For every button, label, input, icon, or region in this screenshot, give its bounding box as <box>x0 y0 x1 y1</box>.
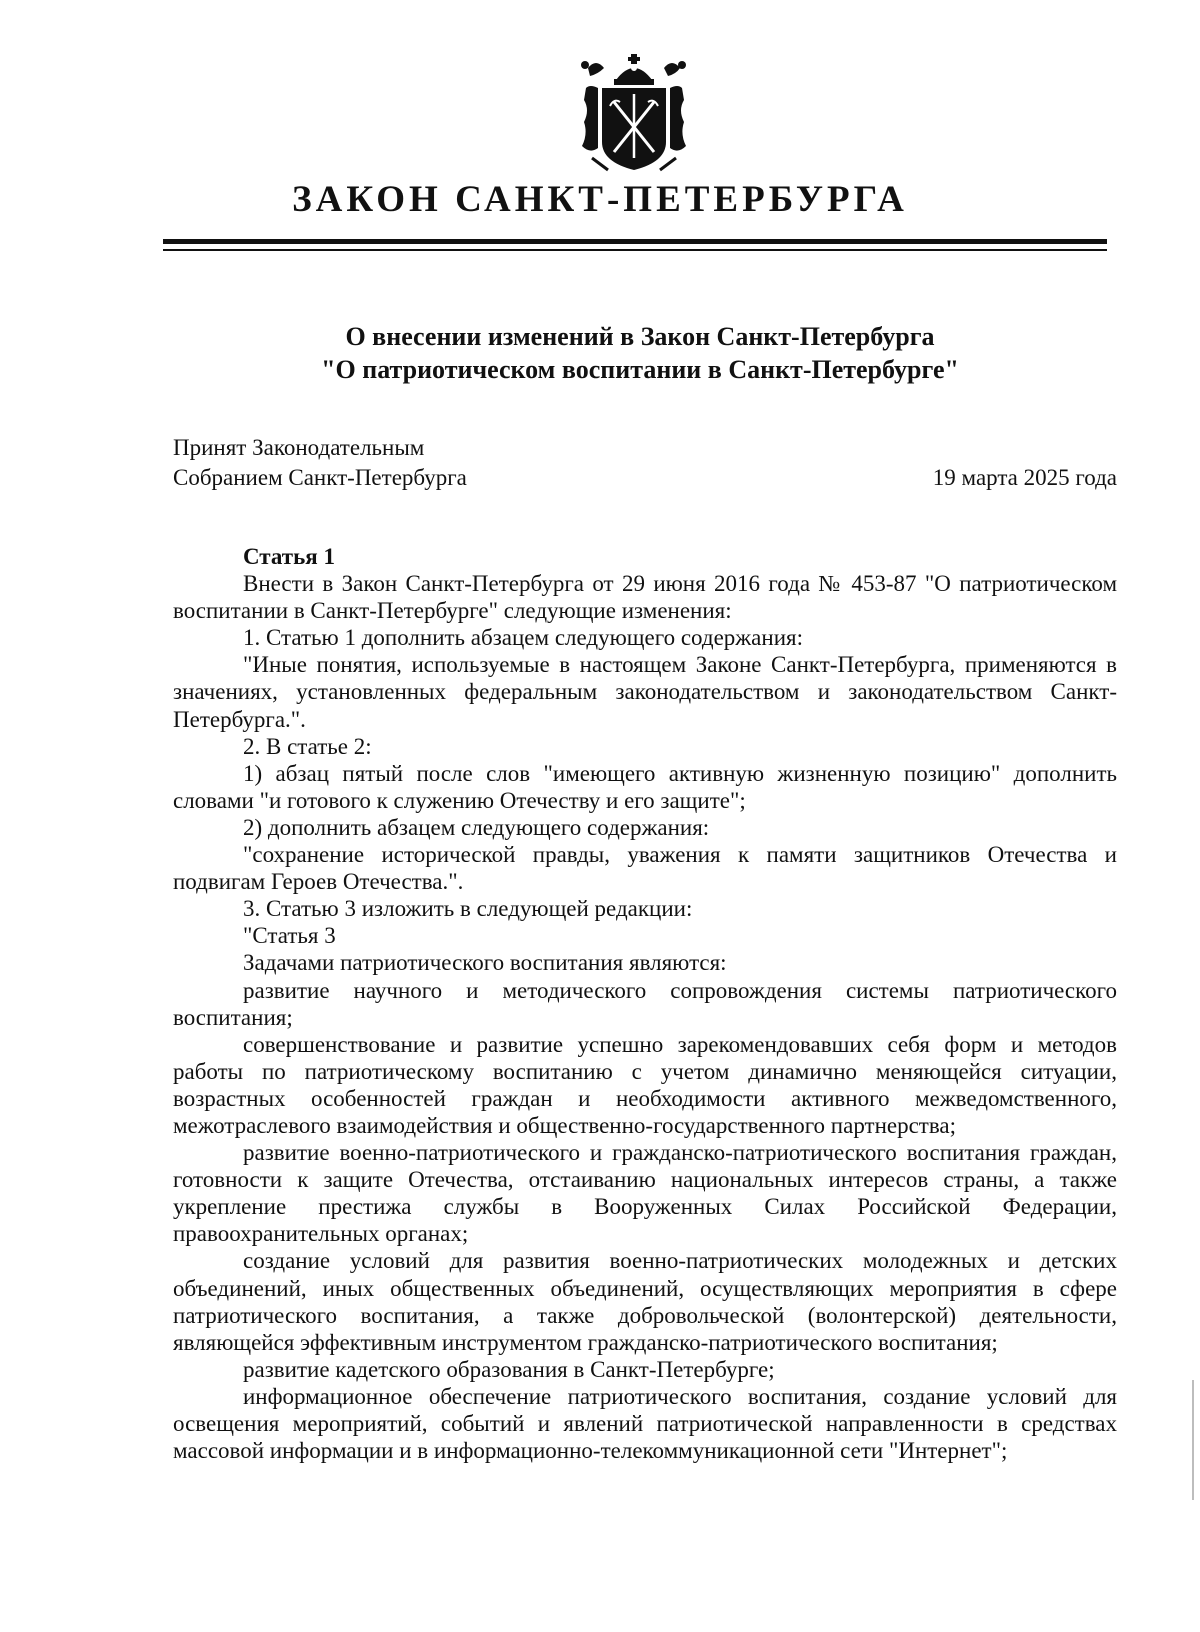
paragraph: "Статья 3 <box>243 923 336 949</box>
adopted-line: Собранием Санкт-Петербурга <box>173 465 467 490</box>
paragraph: "сохранение исторической правды, уважения к памяти защитников Отечества и подвигам Героев Отечества.". <box>173 842 1117 895</box>
paragraph: развитие научного и методического сопровождения системы патриотического воспитания; <box>173 977 1117 1030</box>
paragraph: совершенствование и развитие успешно зарекомендовавших себя форм и методов работы по патриотическому воспитанию с учетом динамично меняющейся ситуации, возрастных особенностей граждан и необходимости активного межведомственного, межотраслевого взаимодействия и общественно-государственного партнерства; <box>173 1031 1117 1138</box>
paragraph: развитие военно-патриотического и гражданско-патриотического воспитания граждан, готовности к защите Отечества, отстаиванию национальных интересов страны, а также укрепление престижа службы в Вооруженных Силах Российской Федерации, правоохранительных органах; <box>173 1140 1117 1247</box>
header-rule-thin <box>163 249 1107 251</box>
paragraph: Задачами патриотического воспитания являются: <box>243 950 727 976</box>
document-body <box>173 543 1117 1464</box>
document-title <box>160 320 1120 386</box>
adopted-date: 19 марта 2025 года <box>932 465 1117 490</box>
title-line: О внесении изменений в Закон Санкт-Петербурга <box>345 322 935 351</box>
paragraph: информационное обеспечение патриотического воспитания, создание условий для освещения мероприятий, событий и явлений патриотической направленности в средствах массовой информации и в информационно-телекоммуникационной сети "Интернет"; <box>173 1383 1117 1464</box>
paragraph: "Иные понятия, используемые в настоящем Законе Санкт-Петербурга, применяются в значениях, установленных федеральным законодательством и законодательством Санкт-Петербурга.". <box>173 652 1117 732</box>
scan-edge-mark <box>1192 1380 1194 1500</box>
adopted-line: Принят Законодательным <box>173 435 425 460</box>
paragraph: 1. Статью 1 дополнить абзацем следующего содержания: <box>243 625 803 651</box>
paragraph: 1) абзац пятый после слов "имеющего активную жизненную позицию" дополнить словами "и готового к служению Отечеству и его защите"; <box>173 760 1117 813</box>
paragraph: 2. В статье 2: <box>243 733 372 759</box>
header-rule-thick <box>163 239 1107 244</box>
paragraph: 2) дополнить абзацем следующего содержания: <box>243 814 710 840</box>
paragraph: Внести в Закон Санкт-Петербурга от 29 июня 2016 года № 453-87 "О патриотическом воспитании в Санкт-Петербурге" следующие изменения: <box>173 571 1117 624</box>
paragraph: 3. Статью 3 изложить в следующей редакции: <box>243 896 693 922</box>
paragraph: развитие кадетского образования в Санкт-Петербурге; <box>243 1356 775 1382</box>
article-heading: Статья 1 <box>243 544 335 569</box>
title-line: "О патриотическом воспитании в Санкт-Петербурге" <box>321 355 959 384</box>
adopted-by <box>173 433 467 493</box>
law-header: ЗАКОН САНКТ-ПЕТЕРБУРГА <box>292 179 908 220</box>
coat-of-arms-icon <box>568 46 700 178</box>
paragraph: создание условий для развития военно-патриотических молодежных и детских объединений, иных общественных объединений, осуществляющих мероприятия в сфере патриотического воспитания, а также добровольческой (волонтерской) деятельности, являющейся эффективным инструментом гражданско-патриотического воспитания; <box>173 1248 1117 1355</box>
